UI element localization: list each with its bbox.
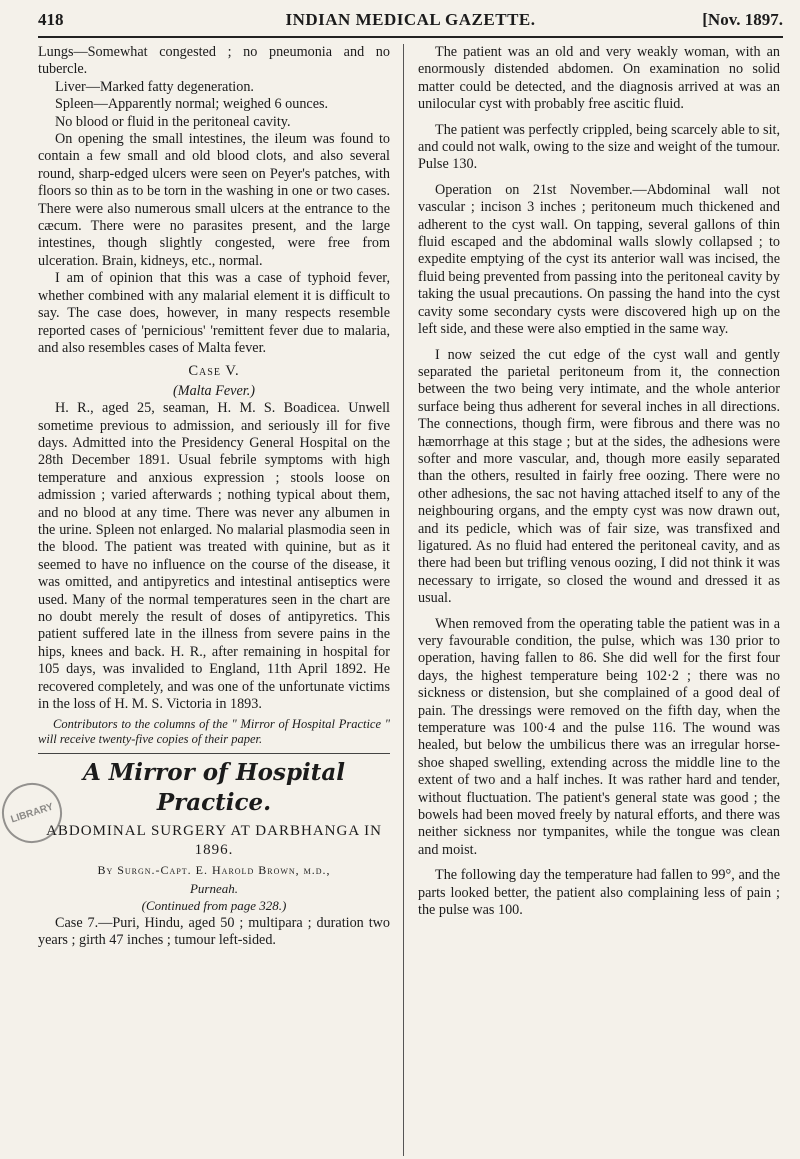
- case-subheading: (Malta Fever.): [173, 382, 255, 399]
- paragraph: I now seized the cut edge of the cyst wall and gently separated the parietal peritoneum from it, the connection between the two being very intimate, and the whole anterior surface being thus adherent for several inches in all directions. The connections, though firm, were fibrous and there was no hæmorrhage at this stage ; but at the sides, the adhesions were softer and more vascular, and, though more easily separated than the others, resulted in fairly free oozing. There were no other adhesions, the sac not having attached itself to any of the neighbouring organs, and the empty cyst was now drawn out, and its pedicle, which was of fair size, was transfixed and ligatured. As no fluid had entered the peritoneal cavity, and as there had been but trifling venous oozing, I did not think it was necessary to irrigate, so closed the wound and dressed it as usual.: [418, 346, 780, 607]
- paragraph: The patient was perfectly crippled, being scarcely able to sit, and could not walk, owing to the size and weight of the tumour. Pulse 130.: [418, 121, 780, 173]
- paragraph: I am of opinion that this was a case of typhoid fever, whether combined with any malarial element it is difficult to say. The case does, however, in many respects resemble reported cases of 'pernicious' 'remittent fever due to malaria, and also resembles cases of Malta fever.: [38, 270, 390, 356]
- journal-title: INDIAN MEDICAL GAZETTE.: [285, 10, 536, 29]
- article-title: ABDOMINAL SURGERY AT DARBHANGA IN 1896.: [46, 823, 382, 859]
- byline: By Surgn.-Capt. E. Harold Brown, m.d.,: [97, 863, 331, 878]
- paragraph: When removed from the operating table the patient was in a very favourable condition, the pulse, which was 130 prior to operation, having fallen to 86. She did well for the first four days, the highest temperature being 102·2 ; there was no sickness or distension, but she complained of a good deal of pain. The dressings were removed on the fifth day, when the temperature was 100·4 and the pulse 116. The wound was healed, but below the umbilicus there was an irregular horse-shoe shaped swelling, extending across the middle line to the extent of two and a half inches. It was rather hard and tender, without fluctuation. The patient's general state was good ; the bowels had been moved freely by natural efforts, and there was neither sickness nor tympanites, while the tongue was clean and moist.: [418, 615, 780, 858]
- column-divider: [403, 44, 404, 1156]
- running-header: [38, 8, 783, 38]
- paragraph: Operation on 21st November.—Abdominal wall not vascular ; incison 3 inches ; peritoneum much thickened and adherent to the cyst wall. On tapping, several gallons of thin fluid escaped and the abdominal walls slowly collapsed ; to expedite emptying of the cyst its anterior wall was incised, the fluid being prevented from passing into the peritoneal cavity by taking the usual precautions. On passing the hand into the cyst cavity some secondary cysts were discovered high up on the left side, and these were also emptied in the same way.: [418, 181, 780, 338]
- paragraph: H. R., aged 25, seaman, H. M. S. Boadicea. Unwell sometime previous to admission, and seriously ill for five days. Admitted into the Presidency General Hospital on the 28th December 1891. Usual febrile symptoms with high temperature and anxious expression ; stools loose on admission ; varied afterwards ; nothing typical about them, and no blood at any time. There was never any albumen in the urine. Spleen not enlarged. No malarial plasmodia seen in the blood. The patient was treated with quinine, but as it seemed to have no influence on the course of the disease, it was omitted, and antipyretics and intestinal antiseptics were used. Many of the normal temperatures seen in the chart are no doubt merely the result of doses of antipyretics. This patient suffered late in the illness from severe pains in the hips, knees and back. H. R., after remaining in hospital for 105 days, was invalided to England, 11th April 1892. He recovered completely, and was one of the unfortunate victims in the loss of H. M. S. Victoria in 1893.: [38, 400, 390, 713]
- paragraph: Lungs—Somewhat congested ; no pneumonia and no tubercle.: [38, 44, 390, 78]
- paragraph: Spleen—Apparently normal; weighed 6 ounces.: [55, 96, 329, 113]
- case-heading: Case V.: [188, 363, 240, 380]
- issue-date: [Nov. 1897.: [702, 10, 783, 29]
- right-column: [418, 44, 780, 920]
- section-banner: A Mirror of Hospital Practice.: [82, 759, 346, 817]
- page-number: 418: [38, 10, 64, 29]
- continuation-note: (Continued from page 328.): [141, 898, 287, 914]
- paragraph: Liver—Marked fatty degeneration.: [55, 78, 254, 95]
- paragraph: Case 7.—Puri, Hindu, aged 50 ; multipara ; duration two years ; girth 47 inches ; tumour left-sided.: [38, 914, 390, 949]
- stamp-text: LIBRARY: [9, 800, 55, 826]
- byline-place: Purneah.: [189, 880, 239, 896]
- paragraph: No blood or fluid in the peritoneal cavity.: [55, 113, 291, 130]
- paragraph: The patient was an old and very weakly woman, with an enormously distended abdomen. On examination no solid matter could be detected, and the diagnosis arrived at was an unilocular cyst with probably free ascitic fluid.: [418, 44, 780, 113]
- paragraph: The following day the temperature had fallen to 99°, and the parts looked better, the patient also complaining less of pain ; the pulse was 100.: [418, 867, 780, 919]
- contributors-notice: Contributors to the columns of the " Mirror of Hospital Practice " will receive twenty-five copies of their paper.: [38, 717, 390, 754]
- left-column: [38, 44, 390, 949]
- paragraph: On opening the small intestines, the ileum was found to contain a few small and old blood clots, and also several round, sharp-edged ulcers were seen on Peyer's patches, with floors so thin as to be torn in the washing in one or two cases. There were also numerous small ulcers at the entrance to the cæcum. There were no parasites present, and the large intestines, though slightly congested, were free from ulceration. Brain, kidneys, etc., normal.: [38, 131, 390, 269]
